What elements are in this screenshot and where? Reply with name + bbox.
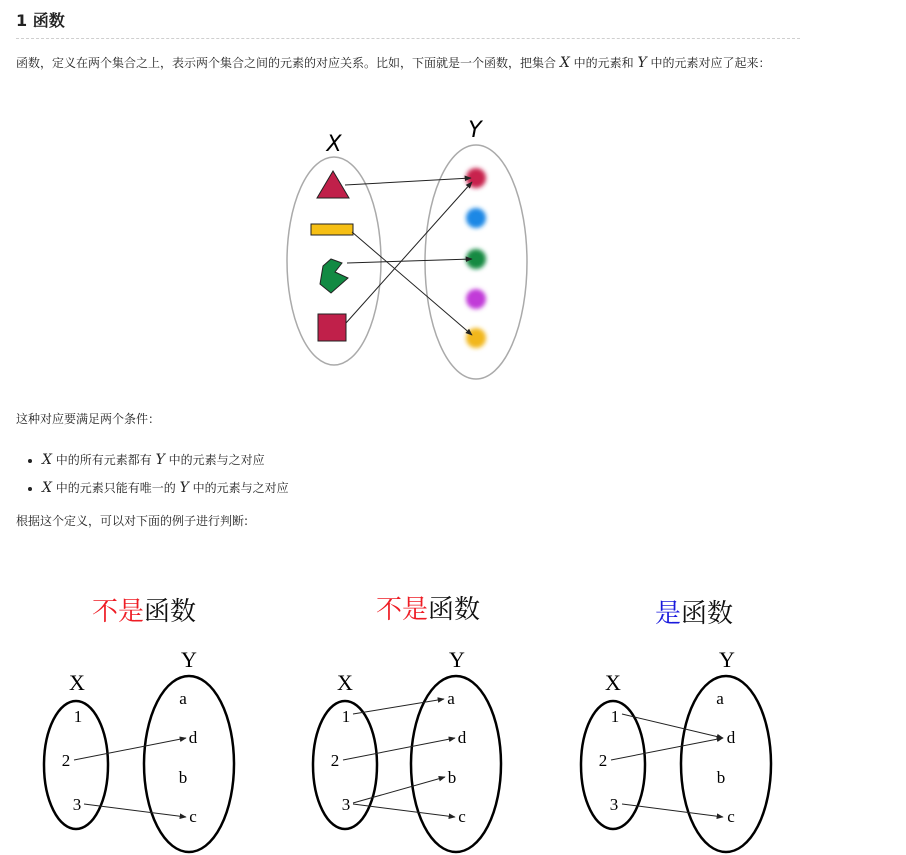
example-3-y-ellipse: [681, 676, 771, 852]
example-1-y-element: a: [179, 689, 187, 708]
example-3-y-element: d: [726, 728, 736, 747]
example-3-x-label: X: [605, 670, 621, 695]
condition-item: • X 中的元素只能有唯一的 Y 中的元素与之对应: [42, 474, 289, 502]
intro-text-2: 中的元素和: [569, 56, 638, 70]
example-1-arrow: [74, 738, 186, 760]
example-3-x-element: 2: [598, 751, 608, 770]
example-1-x-element: 3: [72, 795, 82, 814]
example-1-x-label: X: [69, 670, 85, 695]
example-diagram-2: [313, 595, 501, 852]
example-3-y-element: a: [716, 689, 724, 708]
example-2-x-element: 3: [341, 795, 351, 814]
conditions-intro: 这种对应要满足两个条件：: [16, 412, 161, 426]
example-3-arrow: [622, 804, 723, 817]
example-2-y-element: d: [457, 728, 467, 747]
domain-rectangle: [311, 224, 353, 235]
example-1-x-element: 2: [61, 751, 71, 770]
example-1-caption: 不是函数: [92, 597, 197, 627]
example-1-y-element: b: [178, 768, 188, 787]
example-3-y-label: Y: [719, 647, 735, 672]
example-diagram-1: [44, 597, 234, 852]
example-2-arrow: [353, 699, 444, 714]
example-1-y-element: d: [188, 728, 198, 747]
example-3-y-element: b: [716, 768, 726, 787]
condition-item: • X 中的所有元素都有 Y 中的元素与之对应: [42, 446, 289, 474]
example-2-x-label: X: [337, 670, 353, 695]
example-3-arrow: [611, 738, 723, 760]
section-title: 1 函数: [16, 11, 65, 30]
main-set-x-label: X: [326, 132, 342, 157]
example-2-y-element: c: [458, 807, 466, 826]
domain-triangle: [317, 171, 349, 198]
example-3-caption: 是函数: [655, 599, 734, 629]
example-2-arrow: [353, 777, 445, 803]
codomain-dot-purple: [466, 289, 486, 309]
example-2-y-element: a: [447, 689, 455, 708]
example-2-y-label: Y: [449, 647, 465, 672]
example-1-y-label: Y: [181, 647, 197, 672]
mapping-arrow-square: [346, 182, 472, 323]
example-3-x-element: 3: [609, 795, 619, 814]
intro-text-3: 中的元素对应了起来：: [646, 56, 771, 70]
conditions-list: [16, 446, 289, 502]
codomain-dot-yellow: [466, 328, 486, 348]
domain-pentagon: [320, 259, 348, 293]
example-3-y-element: c: [727, 807, 735, 826]
example-2-caption: 不是函数: [376, 595, 481, 625]
set-x-symbol: X: [559, 55, 570, 71]
set-y-symbol: Y: [637, 55, 647, 71]
example-2-y-element: b: [447, 768, 457, 787]
example-2-x-element: 2: [330, 751, 340, 770]
intro-text-1: 函数，定义在两个集合之上，表示两个集合之间的元素的对应关系。比如，下面就是一个函数，把集合: [16, 56, 560, 70]
mapping-arrow-pentagon: [347, 259, 472, 263]
codomain-dot-blue: [466, 208, 486, 228]
main-mapping-diagram: [287, 118, 527, 379]
example-3-x-element: 1: [610, 707, 620, 726]
mapping-arrow-rectangle: [352, 232, 472, 335]
example-1-x-element: 1: [73, 707, 83, 726]
examples-intro: 根据这个定义，可以对下面的例子进行判断:: [16, 514, 249, 528]
main-set-y-label: Y: [468, 118, 482, 143]
example-2-x-element: 1: [341, 707, 351, 726]
example-diagram-3: [581, 599, 771, 852]
example-1-y-element: c: [189, 807, 197, 826]
domain-square: [318, 314, 346, 341]
example-2-arrow: [343, 738, 455, 760]
